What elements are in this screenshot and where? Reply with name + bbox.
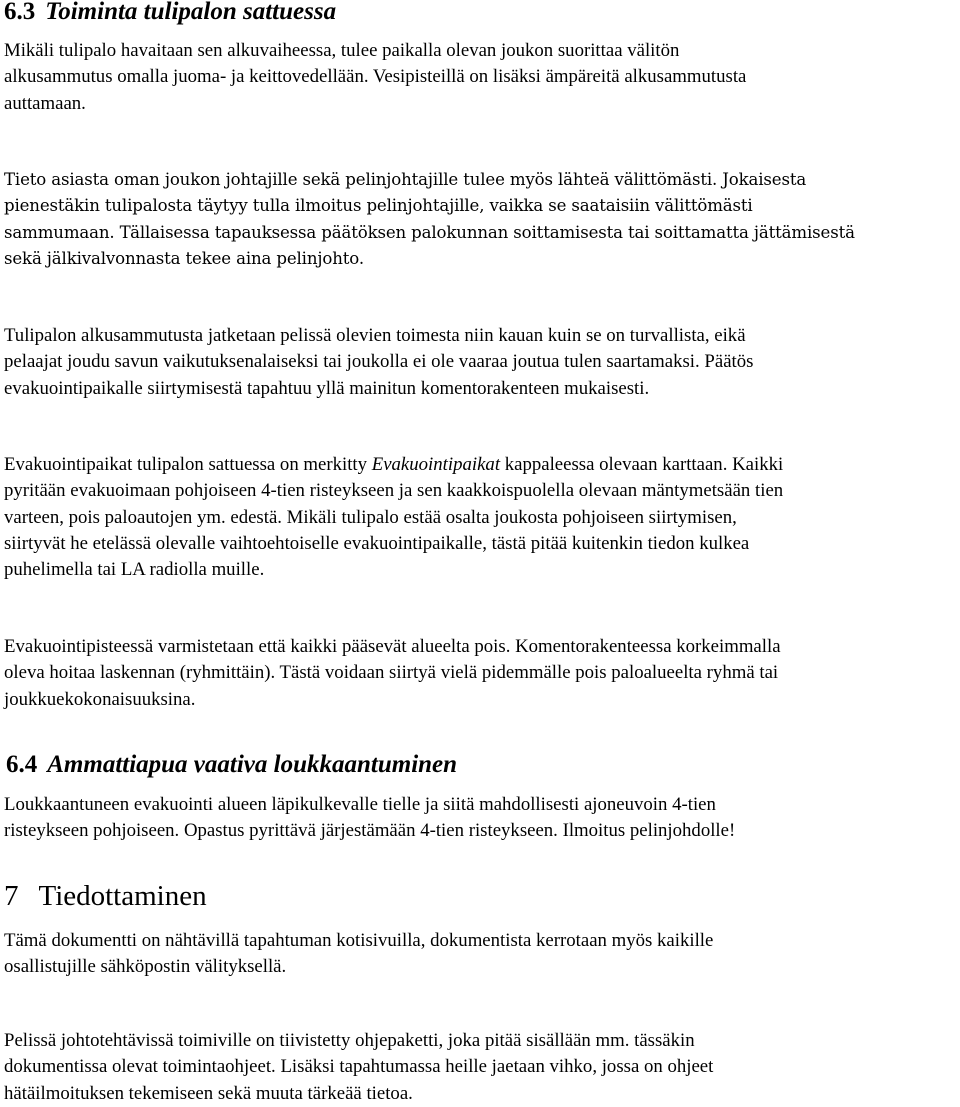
text-line: pyritään evakuoimaan pohjoiseen 4-tien risteykseen ja sen kaakkoispuolella olevaan mäntymetsään tien <box>4 480 784 502</box>
text-line: pelaajat joudu savun vaikutuksenalaiseksi tai joukolla ei ole vaaraa joutua tulen saartamaksi. Päätös <box>4 351 754 373</box>
text-run: kappaleessa olevaan karttaan. Kaikki <box>500 454 784 475</box>
section-title: Toiminta tulipalon sattuessa <box>45 0 337 25</box>
paragraph-leader-package <box>4 1028 960 1107</box>
text-line: Loukkaantuneen evakuointi alueen läpikulkevalle tielle ja siitä mahdollisesti ajoneuvoin 4-tien <box>4 794 716 815</box>
text-line: dokumentissa olevat toimintaohjeet. Lisäksi tapahtumassa heille jaetaan vihko, jossa on ohjeet <box>4 1056 714 1078</box>
paragraph-evacuation-places <box>4 452 960 583</box>
text-line: Tulipalon alkusammutusta jatketaan pelissä olevien toimesta niin kauan kuin se on turvallista, eikä <box>4 325 746 346</box>
text-line: evakuointipaikalle siirtymisestä tapahtuu yllä mainitun komentorakenteen mukaisesti. <box>4 377 650 399</box>
text-line: siirtyvät he etelässä olevalle vaihtoehtoiselle evakuointipaikalle, tästä pitää kuitenkin tiedon kulkea <box>4 532 750 554</box>
section-heading-6-4 <box>6 750 457 780</box>
section-title: Tiedottaminen <box>38 880 207 912</box>
text-line: Mikäli tulipalo havaitaan sen alkuvaiheessa, tulee paikalla olevan joukon suorittaa välitön <box>4 40 680 61</box>
section-number: 6.4 <box>6 751 38 778</box>
text-line: hätäilmoituksen tekemiseen sekä muuta tärkeää tietoa. <box>4 1082 413 1104</box>
section-title: Ammattiapua vaativa loukkaantuminen <box>47 751 458 778</box>
text-line: Evakuointipisteessä varmistetaan että kaikki pääsevät alueelta pois. Komentorakenteessa korkeimmalla <box>4 636 781 657</box>
reference-evacuation-places: Evakuointipaikat <box>371 454 501 475</box>
section-heading-6-3 <box>4 0 336 27</box>
text-line: osallistujille sähköpostin välityksellä. <box>4 956 287 978</box>
text-line <box>4 452 960 478</box>
text-line: Tämä dokumentti on nähtävillä tapahtuman kotisivuilla, dokumentista kerrotaan myös kaikille <box>4 930 714 951</box>
section-number: 7 <box>4 880 19 912</box>
text-line: sekä jälkivalvonnasta tekee aina pelinjohto. <box>4 248 364 268</box>
paragraph-notification <box>4 167 960 272</box>
text-line: risteykseen pohjoiseen. Opastus pyrittävä järjestämään 4-tien risteykseen. Ilmoitus pelinjohdolle! <box>4 820 736 842</box>
text-line: varteen, pois paloautojen ym. edestä. Mikäli tulipalo estää osalta joukosta pohjoiseen siirtymisen, <box>4 506 737 528</box>
text-run: Evakuointipaikat tulipalon sattuessa on merkitty <box>4 454 372 475</box>
paragraph-initial-extinguishing <box>4 38 960 117</box>
text-line: Pelissä johtotehtävissä toimiville on tiivistetty ohjepaketti, joka pitää sisällään mm. tässäkin <box>4 1030 695 1051</box>
paragraph-injury-evacuation <box>4 792 960 845</box>
text-line: pienestäkin tulipalosta täytyy tulla ilmoitus pelinjohtajille, vaikka se saataisiin välittömästi <box>4 196 753 216</box>
paragraph-continued-extinguishing <box>4 323 960 402</box>
text-line: joukkuekokonaisuuksina. <box>4 688 196 710</box>
paragraph-evacuation-point <box>4 634 960 713</box>
text-line: oleva hoitaa laskennan (ryhmittäin). Tästä voidaan siirtyä vielä pidemmälle pois paloalueelta ryhmä tai <box>4 662 779 684</box>
paragraph-document-availability <box>4 928 960 981</box>
text-line: Tieto asiasta oman joukon johtajille sekä pelinjohtajille tulee myös lähteä välittömästi. Jokaisesta <box>4 170 807 189</box>
text-line: alkusammutus omalla juoma- ja keittovedellään. Vesipisteillä on lisäksi ämpäreitä alkusammutusta <box>4 66 747 88</box>
text-line: sammumaan. Tällaisessa tapauksessa päätöksen palokunnan soittamisesta tai soittamatta jättämisestä <box>4 222 855 242</box>
text-line: puhelimella tai LA radiolla muille. <box>4 559 265 581</box>
section-number: 6.3 <box>4 0 36 25</box>
section-heading-7 <box>4 879 207 913</box>
text-line: auttamaan. <box>4 92 86 114</box>
